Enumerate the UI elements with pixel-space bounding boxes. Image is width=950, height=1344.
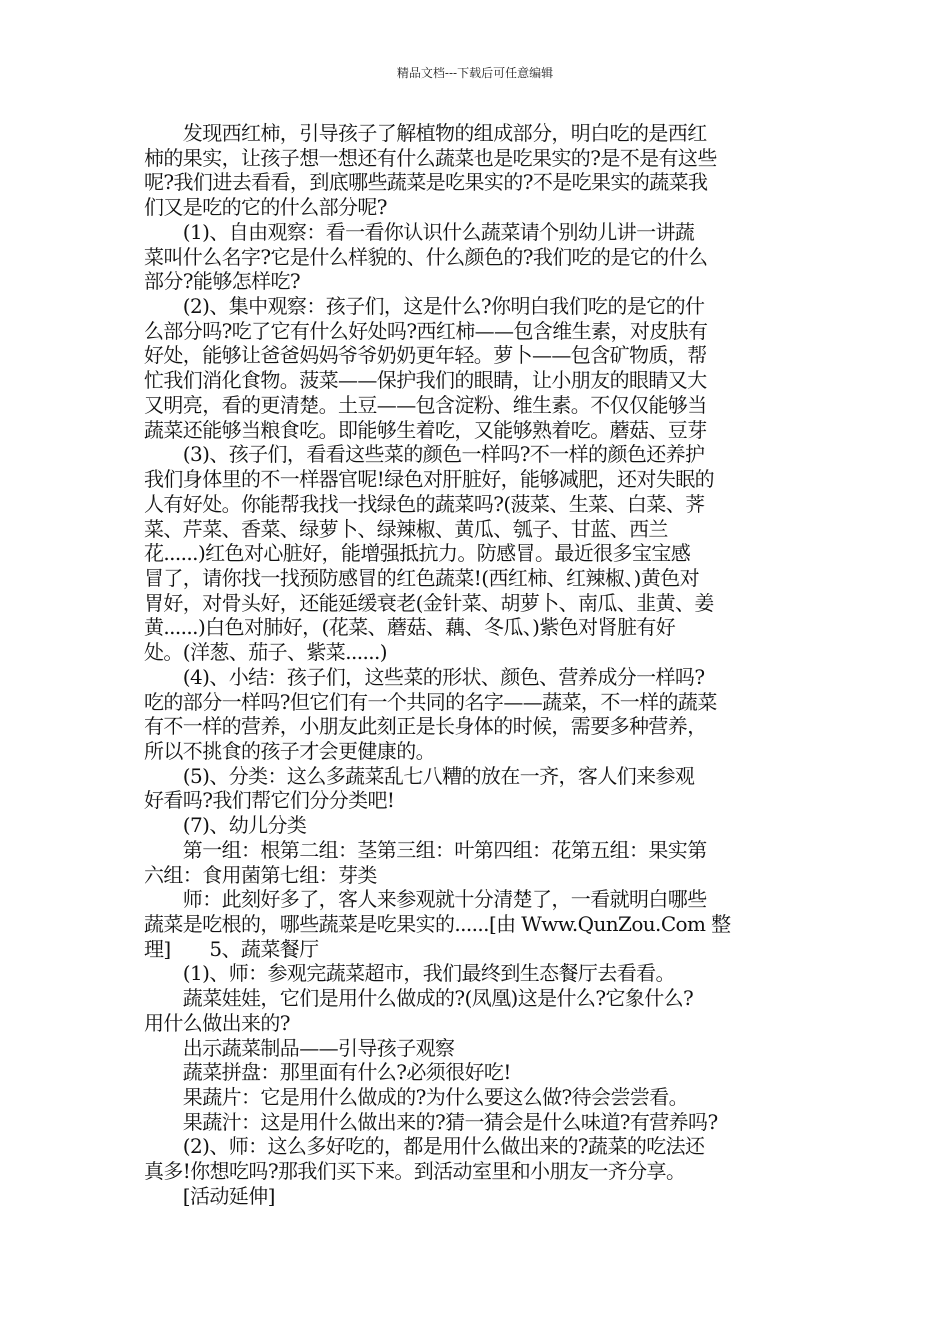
text-line: (5)、分类：这么多蔬菜乱七八糟的放在一齐，客人们来参观: [144, 763, 695, 788]
text-line: 真多!你想吃吗?那我们买下来。到活动室里和小朋友一齐分享。: [144, 1159, 686, 1184]
text-line: 们又是吃的它的什么部分呢?: [144, 195, 387, 220]
text-line: 师：此刻好多了，客人来参观就十分清楚了，一看就明白哪些: [144, 887, 707, 912]
text-line: 又明亮，看的更清楚。土豆——包含淀粉、维生素。不仅仅能够当: [144, 392, 707, 417]
text-line: 理] 5、蔬菜餐厅: [144, 936, 319, 961]
text-line: 第一组：根第二组：茎第三组：叶第四组：花第五组：果实第: [144, 837, 707, 862]
text-line: 蔬菜还能够当粮食吃。即能够生着吃，又能够熟着吃。蘑菇、豆芽: [144, 417, 707, 442]
text-line: 吃的部分一样吗?但它们有一个共同的名字——蔬菜，不一样的蔬菜: [144, 689, 717, 714]
text-line: (2)、集中观察：孩子们，这是什么?你明白我们吃的是它的什: [144, 294, 705, 319]
text-line: 发现西红柿，引导孩子了解植物的组成部分，明白吃的是西红: [144, 121, 707, 145]
text-line: 好处，能够让爸爸妈妈爷爷奶奶更年轻。萝卜——包含矿物质，帮: [144, 343, 707, 368]
text-line: (1)、自由观察：看一看你认识什么蔬菜请个别幼儿讲一讲蔬: [144, 219, 695, 244]
text-line: 有不一样的营养，小朋友此刻正是长身体的时候，需要多种营养，: [144, 714, 707, 739]
text-line: 柿的果实，让孩子想一想还有什么蔬菜也是吃果实的?是不是有这些: [144, 145, 717, 170]
text-line: 六组：食用菌第七组：芽类: [144, 862, 377, 887]
text-line: 用什么做出来的?: [144, 1010, 290, 1035]
text-line: (2)、师：这么多好吃的，都是用什么做出来的?蔬菜的吃法还: [144, 1134, 705, 1159]
text-line: 蔬菜娃娃，它们是用什么做成的?(凤凰)这是什么?它象什么?: [144, 986, 694, 1011]
text-line: 蔬菜拼盘：那里面有什么?必须很好吃!: [144, 1060, 511, 1085]
text-line: 菜、芹菜、香菜、绿萝卜、绿辣椒、黄瓜、瓠子、甘蓝、西兰: [144, 516, 668, 541]
text-line: 我们身体里的不一样器官呢!绿色对肝脏好，能够减肥，还对失眠的: [144, 467, 715, 492]
text-line: (1)、师：参观完蔬菜超市，我们最终到生态餐厅去看看。: [144, 961, 675, 986]
text-line: 处。(洋葱、茄子、紫菜......): [144, 640, 387, 665]
text-line: 花......)红色对心脏好，能增强抵抗力。防感冒。最近很多宝宝感: [144, 541, 691, 566]
text-line: 忙我们消化食物。菠菜——保护我们的眼睛，让小朋友的眼睛又大: [144, 368, 707, 393]
text-line: (3)、孩子们，看看这些菜的颜色一样吗?不一样的颜色还养护: [144, 442, 705, 467]
text-line: 呢?我们进去看看，到底哪些蔬菜是吃果实的?不是吃果实的蔬菜我: [144, 170, 708, 195]
text-line: 黄......)白色对肺好，(花菜、蘑菇、藕、冬瓜、)紫色对肾脏有好: [144, 615, 676, 640]
text-line: (7)、幼儿分类: [144, 813, 307, 838]
text-line: 果蔬片：它是用什么做成的?为什么要这么做?待会尝尝看。: [144, 1085, 689, 1110]
text-line: 冒了，请你找一找预防感冒的红色蔬菜!(西红柿、红辣椒、)黄色对: [144, 565, 700, 590]
text-line: 菜叫什么名字?它是什么样貌的、什么颜色的?我们吃的是它的什么: [144, 244, 708, 269]
text-line: 人有好处。你能帮我找一找绿色的蔬菜吗?(菠菜、生菜、白菜、荠: [144, 491, 705, 516]
text-line: 所以不挑食的孩子才会更健康的。: [144, 738, 435, 763]
text-line: 出示蔬菜制品——引导孩子观察: [144, 1035, 455, 1060]
text-line: [活动延伸]: [144, 1183, 275, 1208]
text-line: 好看吗?我们帮它们分分类吧!: [144, 788, 395, 813]
text-line: 蔬菜是吃根的，哪些蔬菜是吃果实的......[由 Www.QunZou.Com 整: [144, 912, 731, 936]
text-line: 部分?能够怎样吃?: [144, 269, 301, 294]
text-line: (4)、小结：孩子们，这些菜的形状、颜色、营养成分一样吗?: [144, 664, 705, 689]
text-line: 胃好，对骨头好，还能延缓衰老(金针菜、胡萝卜、南瓜、韭黄、姜: [144, 590, 714, 615]
text-line: 么部分吗?吃了它有什么好处吗?西红柿——包含维生素，对皮肤有: [144, 318, 708, 343]
text-line: 果蔬汁：这是用什么做出来的?猜一猜会是什么味道?有营养吗?: [144, 1109, 718, 1134]
document-body: [144, 121, 816, 1209]
page-header: 精品文档---下载后可任意编辑: [396, 66, 554, 80]
